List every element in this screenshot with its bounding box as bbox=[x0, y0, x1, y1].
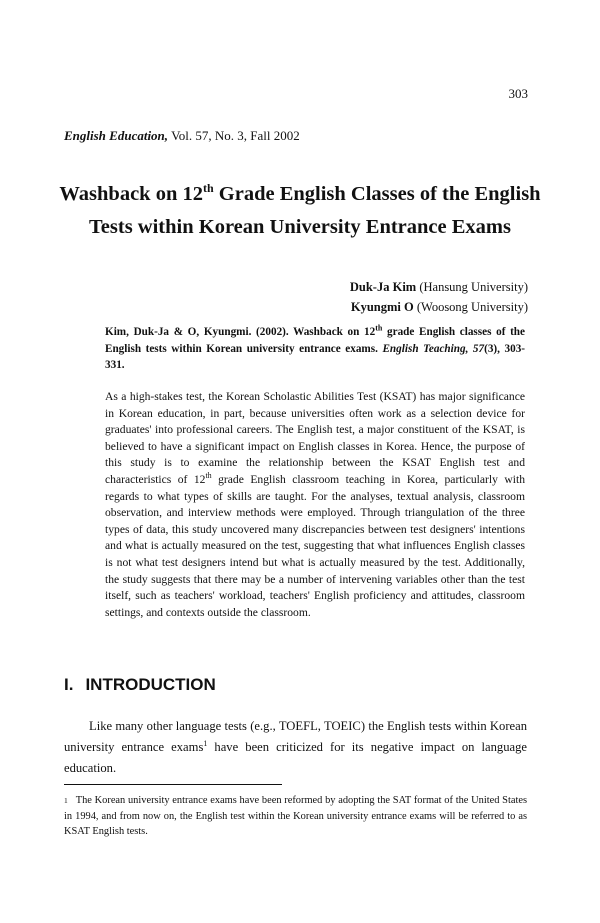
author-name: Kyungmi O bbox=[350, 300, 414, 314]
citation-journal: English Teaching, 57 bbox=[382, 342, 485, 355]
journal-name: English Education, bbox=[64, 128, 169, 143]
paper-title bbox=[40, 178, 560, 244]
intro-part2: have been criticized for its negative impact on language education. bbox=[64, 740, 527, 775]
intro-part1: Like many other language tests (e.g., TOEFL, TOEIC) the English tests within Korean university entrance exams bbox=[64, 719, 527, 754]
footnote bbox=[64, 793, 527, 840]
section-number: I. bbox=[64, 675, 74, 694]
author-name: Duk-Ja Kim bbox=[349, 280, 417, 294]
journal-details: Vol. 57, No. 3, Fall 2002 bbox=[171, 128, 300, 143]
citation-mid: grade English classes of the English tests within Korean university entrance exams. bbox=[105, 326, 525, 355]
abstract-superscript: th bbox=[205, 471, 212, 481]
journal-header bbox=[64, 128, 300, 144]
abstract bbox=[105, 389, 525, 621]
footnote-divider bbox=[64, 784, 282, 785]
title-part2: Grade English Classes of the English Tests within Korean University Entrance Exams bbox=[89, 183, 541, 238]
footnote-marker: 1 bbox=[64, 796, 68, 805]
abstract-part2: grade English classroom teaching in Korea, particularly with regards to what types of skills are taught. For the analyses, textual analysis, classroom observation, and interview methods were employed. Through triangulation of the three types of data, this study uncovered many discrepancies between test designers' intentions and what is actually measured on the test, suggesting that what influences English classes is not what test designers intend but what is actually measured by the test. Additionally, the study suggests that there may be a number of intervening variables other than the test itself, such as teachers' workload, teachers' English proficiency and attitudes, classroom settings, and contexts outside the classroom. bbox=[105, 472, 525, 619]
page-number: 303 bbox=[508, 86, 528, 101]
footnote-reference: 1 bbox=[203, 738, 208, 748]
citation-post: (3), 303-331. bbox=[105, 342, 526, 371]
abstract-part1: As a high-stakes test, the Korean Scholastic Abilities Test (KSAT) has major significance in Korean education, in part, because universities often work as a selection device for graduates' into professional careers. The English test, a major constituent of the KSAT, is believed to have a significant impact on English classes in Korea. Hence, the purpose of this study is to examine the relationship between the KSAT English test and characteristics of 12 bbox=[105, 390, 525, 486]
citation-pre: Kim, Duk-Ja & O, Kyungmi. (2002). Washback on 12 bbox=[105, 326, 376, 338]
citation bbox=[105, 324, 525, 374]
section-title: INTRODUCTION bbox=[85, 675, 216, 694]
author-block bbox=[350, 277, 528, 317]
intro-paragraph bbox=[64, 716, 527, 779]
citation-superscript: th bbox=[375, 323, 383, 333]
title-superscript: th bbox=[202, 181, 214, 196]
footnote-text: The Korean university entrance exams have been reformed by adopting the SAT format of the United States in 1994, and from now on, the English test within the Korean university entrance exams will be referred to as KSAT English tests. bbox=[64, 795, 527, 837]
title-part1: Washback on 12 bbox=[59, 183, 203, 205]
section-heading bbox=[64, 675, 216, 695]
author-affiliation: (Woosong University) bbox=[416, 300, 528, 314]
author-line bbox=[350, 297, 528, 317]
author-line bbox=[350, 277, 528, 297]
author-affiliation: (Hansung University) bbox=[419, 280, 528, 294]
